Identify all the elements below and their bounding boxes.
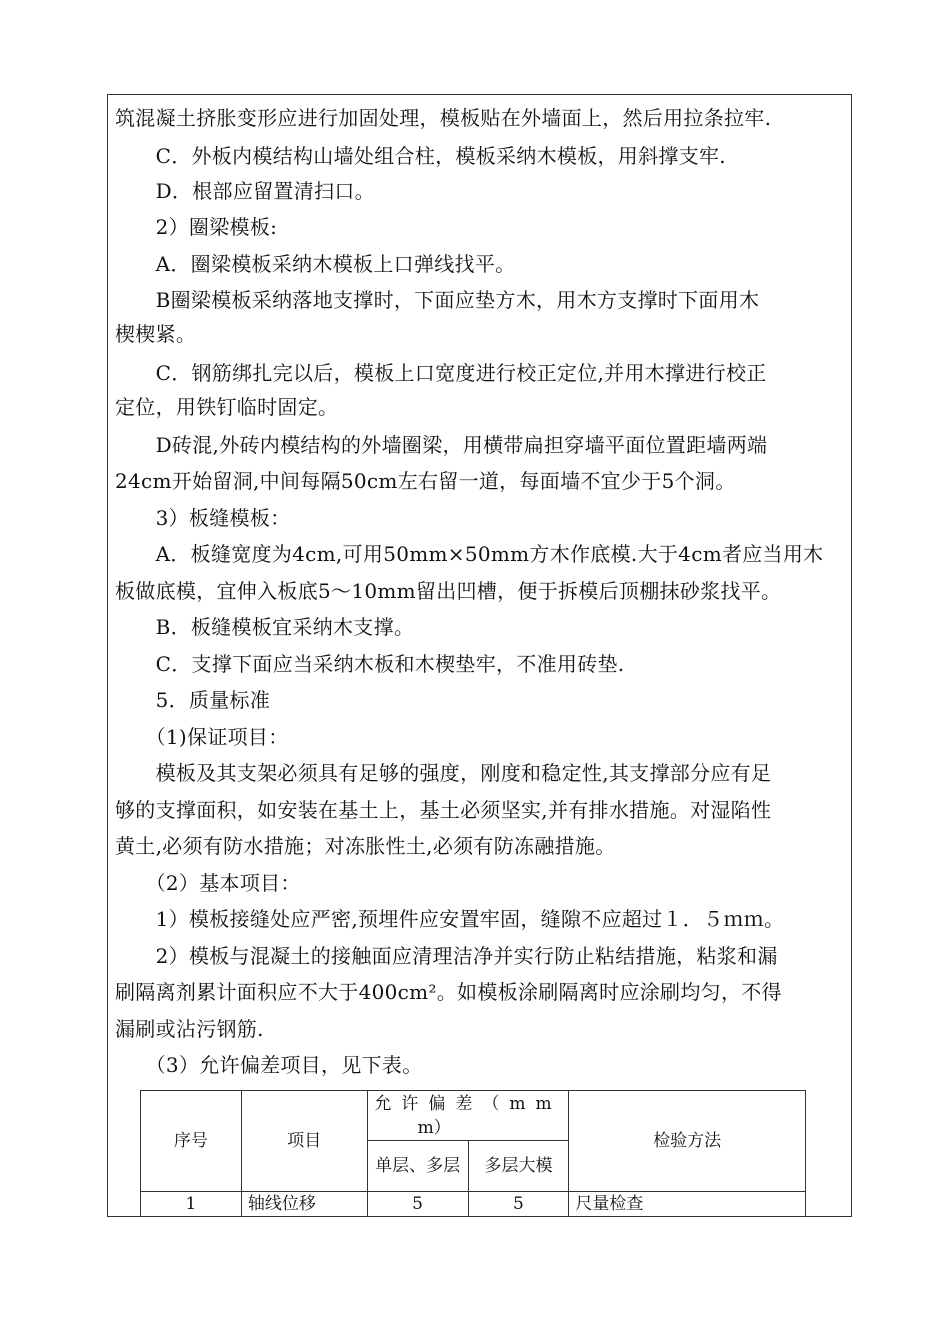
- paragraph-line: 楔楔紧。: [115, 322, 197, 346]
- header-single-multi: 单层、多层: [367, 1141, 468, 1192]
- paragraph-line: 3）板缝模板：: [115, 506, 291, 530]
- paragraph-line: 板做底模，宜伸入板底5～10mm留出凹槽，便于拆模后顶棚抹砂浆找平。: [115, 579, 782, 603]
- paragraph-line: （1)保证项目：: [115, 725, 289, 749]
- paragraph-line: 黄土,必须有防水措施；对冻胀性土,必须有防冻融措施。: [115, 834, 616, 858]
- paragraph-line: 定位，用铁钉临时固定。: [115, 395, 339, 419]
- paragraph-line: （3）允许偏差项目，见下表。: [115, 1053, 423, 1077]
- paragraph-line: 5．质量标准: [115, 688, 271, 712]
- paragraph-line: 2）圈梁模板:: [115, 215, 278, 239]
- paragraph-line: C．支撑下面应当采纳木板和木楔垫牢，不准用砖垫.: [115, 652, 625, 676]
- paragraph-line: 筑混凝土挤胀变形应进行加固处理，模板贴在外墙面上，然后用拉条拉牢.: [115, 106, 772, 130]
- paragraph-line: （2）基本项目：: [115, 871, 301, 895]
- paragraph-line: 24cm开始留洞,中间每隔50cm左右留一道，每面墙不宜少于5个洞。: [115, 469, 736, 493]
- paragraph-line: D砖混,外砖内模结构的外墙圈梁，用横带扁担穿墙平面位置距墙两端: [115, 433, 768, 457]
- paragraph-line: 1）模板接缝处应严密,预埋件应安置牢固，缝隙不应超过１．５ｍｍ。: [115, 907, 785, 931]
- paragraph-line: 漏刷或沾污钢筋.: [115, 1017, 264, 1041]
- paragraph-line: D．根部应留置清扫口。: [115, 179, 375, 203]
- paragraph-line: C．外板内模结构山墙处组合柱，模板采纳木模板，用斜撑支牢.: [115, 144, 726, 168]
- cell-item: 轴线位移: [241, 1192, 367, 1217]
- paragraph-line: B圈梁模板采纳落地支撑时，下面应垫方木，用木方支撑时下面用木: [115, 288, 760, 312]
- paragraph-line: 够的支撑面积，如安装在基土上，基土必须坚实,并有排水措施。对湿陷性: [115, 798, 772, 822]
- header-item: 项目: [241, 1091, 367, 1192]
- paragraph-line: C．钢筋绑扎完以后，模板上口宽度进行校正定位,并用木撑进行校正: [115, 361, 767, 385]
- cell-multi-large: 5: [468, 1192, 569, 1217]
- deviation-table: [140, 1090, 806, 1217]
- paragraph-line: 刷隔离剂累计面积应不大于400cm²。如模板涂刷隔离时应涂刷均匀，不得: [115, 980, 782, 1004]
- table-row: [141, 1192, 806, 1217]
- header-no: 序号: [141, 1091, 242, 1192]
- cell-no: 1: [141, 1192, 242, 1217]
- paragraph-line: 2）模板与混凝土的接触面应清理洁净并实行防止粘结措施，粘浆和漏: [115, 944, 778, 968]
- paragraph-line: B．板缝模板宜采纳木支撑。: [115, 615, 415, 639]
- header-allowed-line2: m）: [417, 1117, 451, 1138]
- paragraph-line: 模板及其支架必须具有足够的强度，刚度和稳定性,其支撑部分应有足: [115, 761, 772, 785]
- header-method: 检验方法: [569, 1091, 806, 1192]
- paragraph-line: A．圈梁模板采纳木模板上口弹线找平。: [115, 252, 516, 276]
- header-allowed: [367, 1091, 569, 1141]
- header-allowed-line1: 允许偏差（mm: [374, 1093, 562, 1114]
- paragraph-line: A．板缝宽度为4cm,可用50mm×50mm方木作底模.大于4cm者应当用木: [115, 542, 824, 566]
- cell-method: 尺量检查: [569, 1192, 806, 1217]
- cell-single-multi: 5: [367, 1192, 468, 1217]
- header-multi-large: 多层大模: [468, 1141, 569, 1192]
